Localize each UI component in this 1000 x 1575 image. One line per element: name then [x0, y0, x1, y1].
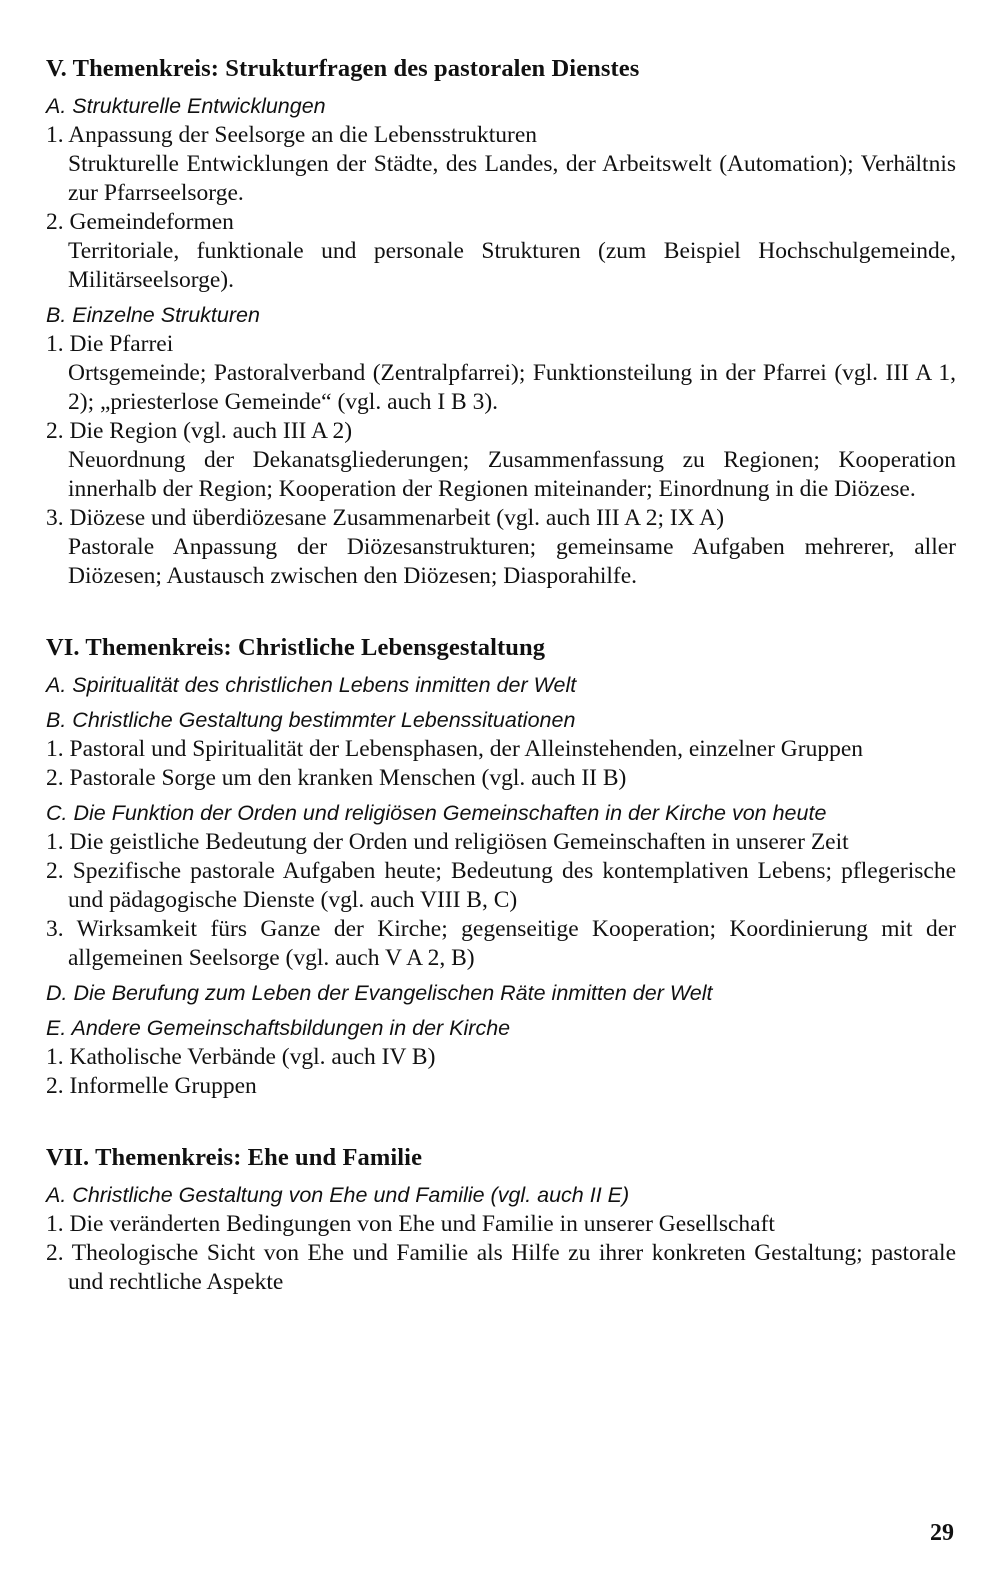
- section-vii-a1: 1. Die veränderten Bedingungen von Ehe und Familie in unserer Gesellschaft: [46, 1211, 775, 1237]
- page-number: 29: [930, 1520, 954, 1546]
- section-v-a1-desc: Strukturelle Entwicklungen der Städte, des Landes, der Arbeitswelt (Automation); Verhältnis zur Pfarrseelsorge.: [68, 151, 956, 206]
- section-vii-title: VII. Themenkreis: Ehe und Familie: [46, 1144, 423, 1171]
- section-vi-b1: 1. Pastoral und Spiritualität der Lebensphasen, der Alleinstehenden, einzelner Gruppen: [46, 736, 864, 762]
- section-v-a-heading: A. Strukturelle Entwicklungen: [46, 94, 326, 118]
- section-v-b2-desc: Neuordnung der Dekanatsgliederungen; Zusammenfassung zu Regionen; Kooperation innerhalb der Region; Kooperation der Regionen miteinander; Einordnung in die Diözese.: [68, 447, 956, 502]
- section-v-b3-desc: Pastorale Anpassung der Diözesanstrukturen; gemeinsame Aufgaben mehrerer, aller Diözesen; Austausch zwischen den Diözesen; Diasporahilfe.: [68, 534, 956, 589]
- page-content: [46, 54, 956, 1297]
- section-vii-a2: 2. Theologische Sicht von Ehe und Familie als Hilfe zu ihrer konkreten Gestaltung; pastorale und rechtliche Aspekte: [46, 1240, 956, 1295]
- section-vi-b2: 2. Pastorale Sorge um den kranken Menschen (vgl. auch II B): [46, 765, 627, 791]
- section-vi-d-heading: D. Die Berufung zum Leben der Evangelischen Räte inmitten der Welt: [46, 981, 713, 1005]
- section-v-b1-desc: Ortsgemeinde; Pastoralverband (Zentralpfarrei); Funktionsteilung in der Pfarrei (vgl. III A 1, 2); „priesterlose Gemeinde“ (vgl. auch I B 3).: [68, 360, 956, 415]
- section-v-a1-title: 1. Anpassung der Seelsorge an die Lebensstrukturen: [46, 122, 537, 148]
- section-vi-c1: 1. Die geistliche Bedeutung der Orden und religiösen Gemeinschaften in unserer Zeit: [46, 829, 849, 855]
- section-v-b2-title: 2. Die Region (vgl. auch III A 2): [46, 418, 353, 444]
- section-v-b-heading: B. Einzelne Strukturen: [46, 303, 260, 327]
- section-v-title: V. Themenkreis: Strukturfragen des pastoralen Dienstes: [46, 55, 640, 82]
- section-vi-a-heading: A. Spiritualität des christlichen Lebens inmitten der Welt: [46, 673, 577, 697]
- section-vi-b-heading: B. Christliche Gestaltung bestimmter Lebenssituationen: [46, 708, 576, 732]
- section-vi-e2: 2. Informelle Gruppen: [46, 1073, 257, 1099]
- section-v-a2-title: 2. Gemeindeformen: [46, 209, 234, 235]
- section-vi-c2: 2. Spezifische pastorale Aufgaben heute; Bedeutung des kontemplativen Lebens; pflegerische und pädagogische Dienste (vgl. auch VIII B, C): [46, 858, 956, 913]
- section-v-b1-title: 1. Die Pfarrei: [46, 331, 174, 357]
- section-vii-a-heading: A. Christliche Gestaltung von Ehe und Familie (vgl. auch II E): [46, 1183, 630, 1207]
- section-vi-c-heading: C. Die Funktion der Orden und religiösen Gemeinschaften in der Kirche von heute: [46, 801, 827, 825]
- section-vi-e-heading: E. Andere Gemeinschaftsbildungen in der Kirche: [46, 1016, 511, 1040]
- section-v-b3-title: 3. Diözese und überdiözesane Zusammenarbeit (vgl. auch III A 2; IX A): [46, 505, 725, 531]
- section-v-a2-desc: Territoriale, funktionale und personale Strukturen (zum Beispiel Hochschulgemeinde, Militärseelsorge).: [68, 238, 956, 293]
- section-vi-title: VI. Themenkreis: Christliche Lebensgestaltung: [46, 634, 546, 661]
- section-vi-c3: 3. Wirksamkeit fürs Ganze der Kirche; gegenseitige Kooperation; Koordinierung mit der allgemeinen Seelsorge (vgl. auch V A 2, B): [46, 916, 956, 971]
- section-vi-e1: 1. Katholische Verbände (vgl. auch IV B): [46, 1044, 436, 1070]
